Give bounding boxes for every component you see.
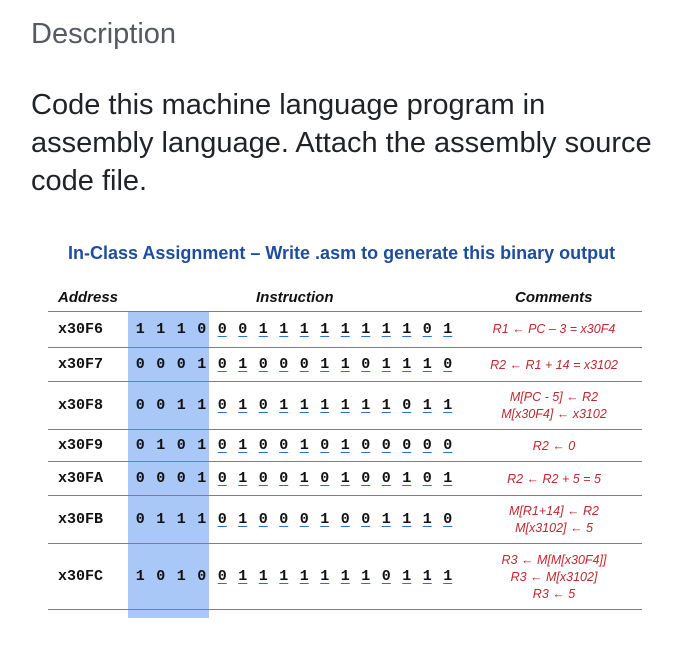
row-instruction-bits: 0 0 0 1 0 1 0 0 1 0 1 0 0 1 0 1 xyxy=(135,470,453,487)
comment-line: M[R1+14] ← R2 xyxy=(509,504,599,518)
comment-line: M[PC - 5] ← R2 xyxy=(509,390,599,404)
row-address: x30FA xyxy=(58,470,104,487)
row-instruction-bits: 1 1 1 0 0 0 1 1 1 1 1 1 1 1 0 1 xyxy=(135,320,453,338)
comment-line: R3 ← M[x3102] xyxy=(510,569,598,584)
table-row xyxy=(0,462,700,496)
comment-line: R3 ← M[M[x30F4]] xyxy=(501,552,607,567)
comment-line: M[x3102] ← 5 xyxy=(515,521,593,535)
row-comment xyxy=(470,552,638,603)
header-instruction: Instruction xyxy=(256,289,334,306)
row-comment xyxy=(470,321,638,338)
row-instruction-bits: 0 0 1 1 0 1 0 1 1 1 1 1 1 0 1 1 xyxy=(135,397,453,414)
row-instruction-bits: 0 0 0 1 0 1 0 0 0 1 1 0 1 1 1 0 xyxy=(135,356,453,373)
comment-line: M[x30F4] ← x3102 xyxy=(501,407,607,421)
table-row xyxy=(0,382,700,430)
row-address: x30F8 xyxy=(58,397,104,414)
row-address: x30FB xyxy=(58,511,104,528)
table-row xyxy=(0,544,700,610)
comment-line: R3 ← 5 xyxy=(532,586,576,601)
table-row xyxy=(0,311,700,348)
row-divider xyxy=(48,609,642,610)
row-address: x30F9 xyxy=(58,437,104,454)
description-paragraph: Code this machine language program in assembly language. Attach the assembly source code file. xyxy=(31,89,652,197)
row-instruction-bits: 0 1 1 1 0 1 0 0 0 1 0 0 1 1 1 0 xyxy=(135,511,453,528)
figure-title: In-Class Assignment – Write .asm to generate this binary output xyxy=(68,243,616,263)
row-comment xyxy=(470,438,638,455)
table-row xyxy=(0,430,700,462)
row-comment xyxy=(470,471,638,488)
row-comment xyxy=(470,503,638,537)
row-address: x30FC xyxy=(58,568,104,585)
header-comments: Comments xyxy=(515,289,593,306)
comment-line: R1 ← PC – 3 = x30F4 xyxy=(492,322,616,336)
row-address: x30F7 xyxy=(58,356,104,373)
comment-line: R2 ← 0 xyxy=(532,438,576,453)
description-heading: Description xyxy=(31,18,177,50)
row-address: x30F6 xyxy=(58,320,104,338)
header-address: Address xyxy=(58,289,119,306)
row-comment xyxy=(470,357,638,374)
table-row xyxy=(0,348,700,382)
row-instruction-bits: 0 1 0 1 0 1 0 0 1 0 1 0 0 0 0 0 xyxy=(135,437,453,454)
comment-line: R2 ← R2 + 5 = 5 xyxy=(507,471,601,486)
table-row xyxy=(0,496,700,544)
row-instruction-bits: 1 0 1 0 0 1 1 1 1 1 1 1 0 1 1 1 xyxy=(135,568,453,585)
row-comment xyxy=(470,389,638,423)
comment-line: R2 ← R1 + 14 = x3102 xyxy=(490,357,618,372)
